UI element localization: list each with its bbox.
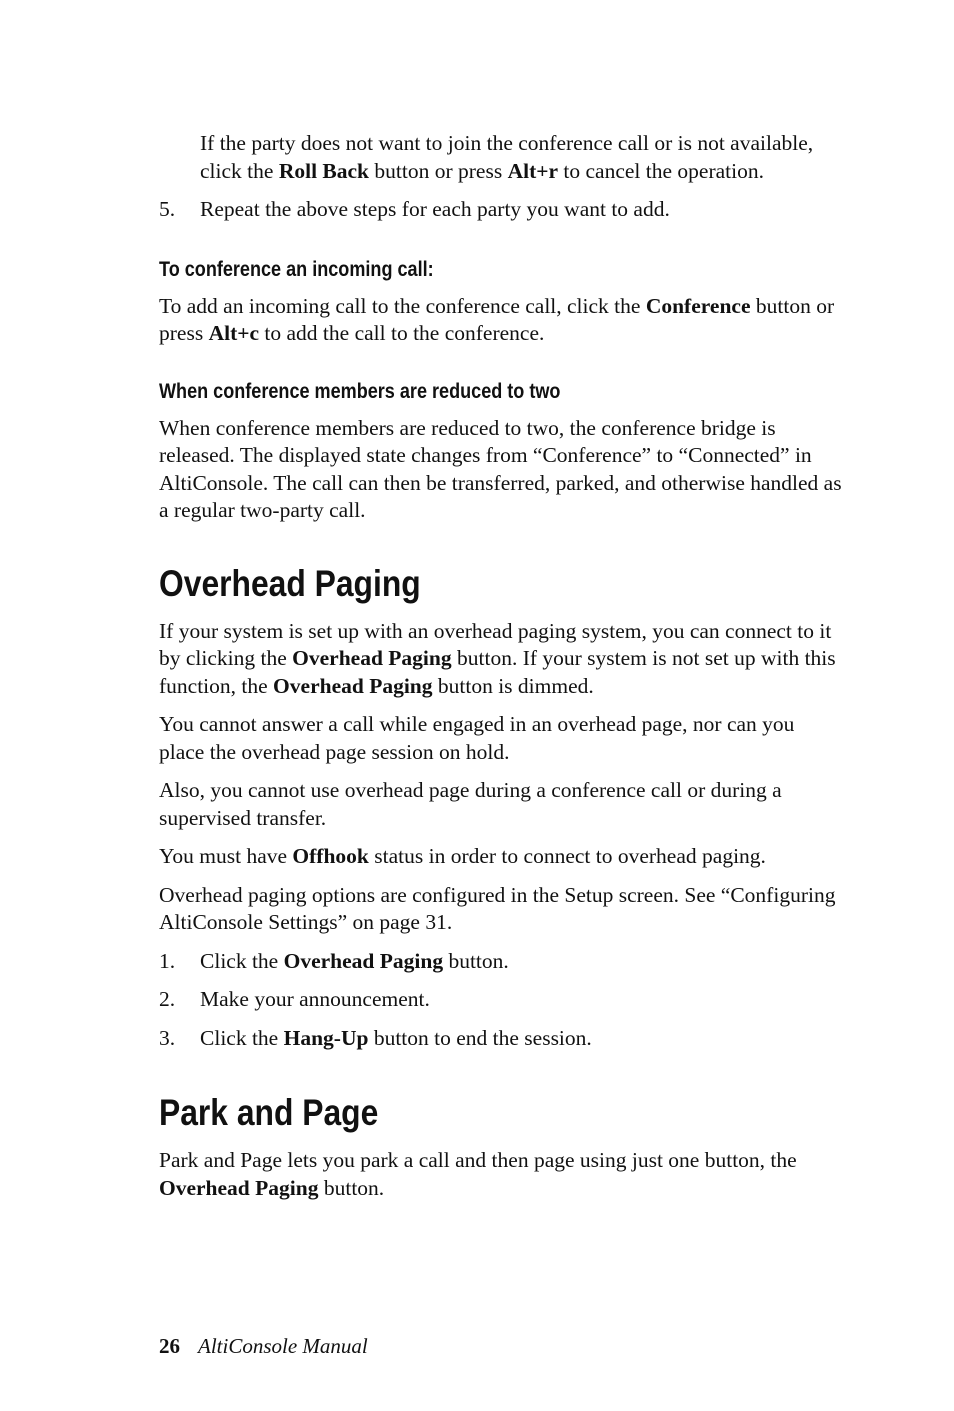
page-footer [159, 1334, 368, 1359]
overhead-paging-p1: If your system is set up with an overhead paging system, you can connect to it by clicking the Overhead Paging button. If your system is not set up with this function, the Overhead Paging button is dimmed. [159, 618, 836, 698]
park-and-page-paragraph: Park and Page lets you park a call and then page using just one button, the Overhead Paging button. [159, 1148, 797, 1200]
manual-title: AltiConsole Manual [198, 1334, 368, 1358]
overhead-paging-p4: You must have Offhook status in order to connect to overhead paging. [159, 844, 766, 868]
reduced-members-heading: When conference members are reduced to two [159, 379, 561, 403]
rollback-paragraph: If the party does not want to join the conference call or is not available, click the Roll Back button or press Alt+r to cancel the operation. [200, 131, 814, 183]
overhead-paging-p3: Also, you cannot use overhead page during a conference call or during a supervised transfer. [159, 778, 782, 830]
overhead-step-2: 2. Make your announcement. [159, 987, 430, 1011]
overhead-paging-heading: Overhead Paging [159, 562, 421, 604]
page-body [159, 130, 843, 1213]
overhead-step-1: 1. Click the Overhead Paging button. [159, 948, 509, 973]
overhead-paging-p5: Overhead paging options are configured in the Setup screen. See “Configuring AltiConsole Settings” on page 31. [159, 882, 836, 934]
overhead-paging-p2: You cannot answer a call while engaged in an overhead page, nor can you place the overhead page session on hold. [159, 712, 795, 764]
incoming-call-paragraph: To add an incoming call to the conference call, click the Conference button or press Alt+c to add the call to the conference. [159, 293, 835, 345]
incoming-call-heading: To conference an incoming call: [159, 257, 434, 281]
page-number: 26 [159, 1334, 180, 1358]
step-5: 5. Repeat the above steps for each party you want to add. [159, 197, 670, 221]
reduced-members-paragraph: When conference members are reduced to two, the conference bridge is released. The displayed state changes from “Conference” to “Connected” in AltiConsole. The call can then be transferred, parked, and otherwise handled as a regular two-party call. [159, 415, 842, 522]
park-and-page-heading: Park and Page [159, 1092, 379, 1133]
overhead-step-3: 3. Click the Hang-Up button to end the session. [159, 1025, 592, 1050]
